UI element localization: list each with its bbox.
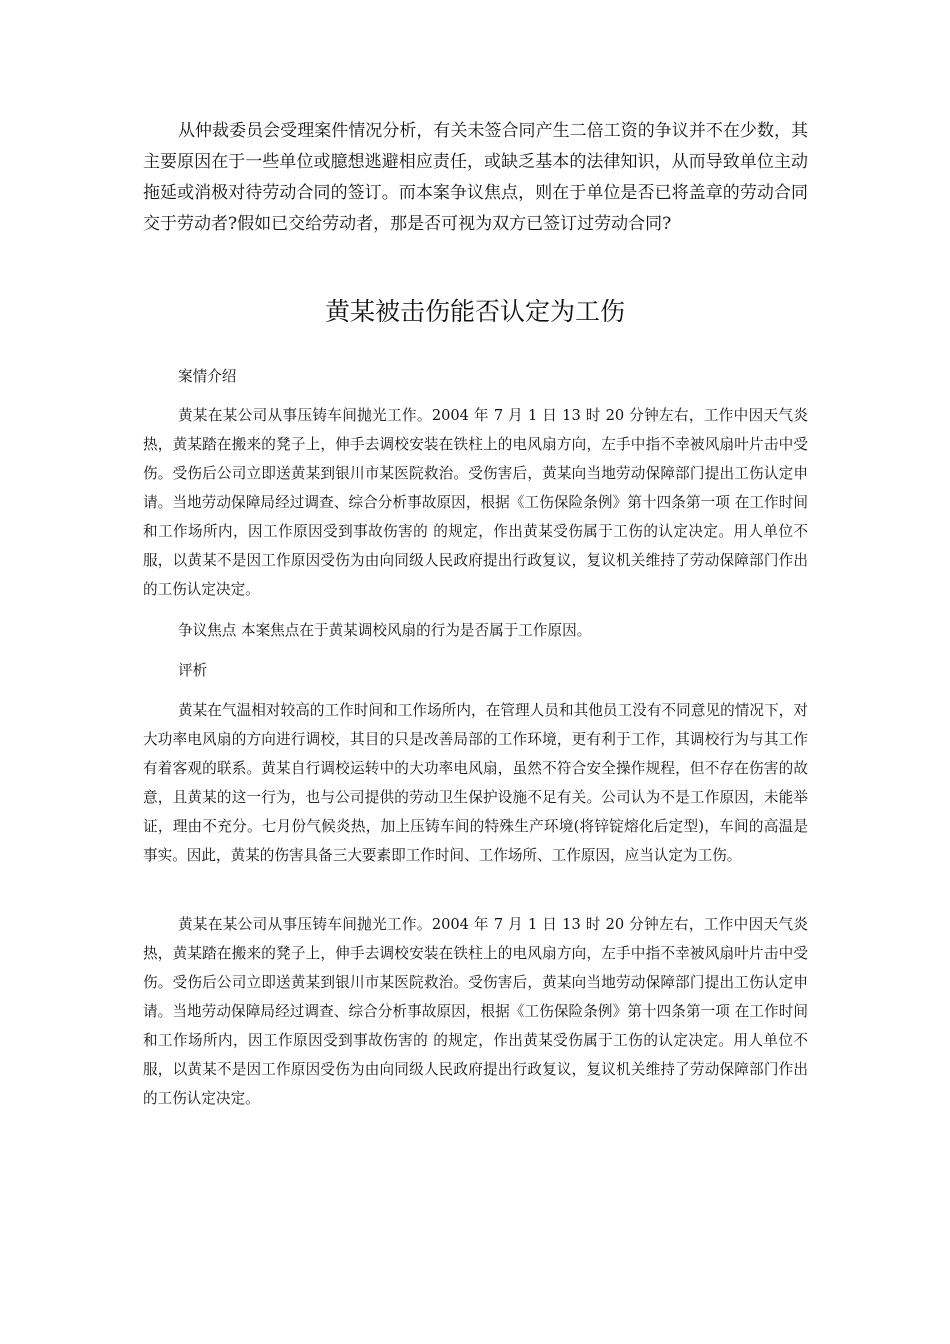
case-body-paragraph-1: 黄某在某公司从事压铸车间抛光工作。2004 年 7 月 1 日 13 时 20 分钟左右，工作中因天气炎热，黄某踏在搬来的凳子上，伸手去调校安装在铁柱上的电风扇方向，左手中指不幸被风扇叶片击中受伤。受伤后公司立即送黄某到银川市某医院救治。受伤害后，黄某向当地劳动保障部门提出工伤认定申请。当地劳动保障局经过调查、综合分析事故原因，根据《工伤保险条例》第十四条第一项 在工作时间和工作场所内，因工作原因受到事故伤害的 的规定，作出黄某受伤属于工伤的认定决定。用人单位不服，以黄某不是因工作原因受伤为由向同级人民政府提出行政复议，复议机关维持了劳动保障部门作出的工伤认定决定。 [143, 407, 808, 598]
case-body-paragraph-2: 黄某在某公司从事压铸车间抛光工作。2004 年 7 月 1 日 13 时 20 分钟左右，工作中因天气炎热，黄某踏在搬来的凳子上，伸手去调校安装在铁柱上的电风扇方向，左手中指不幸被风扇叶片击中受伤。受伤后公司立即送黄某到银川市某医院救治。受伤害后，黄某向当地劳动保障部门提出工伤认定申请。当地劳动保障局经过调查、综合分析事故原因，根据《工伤保险条例》第十四条第一项 在工作时间和工作场所内，因工作原因受到事故伤害的 的规定，作出黄某受伤属于工伤的认定决定。用人单位不服，以黄某不是因工作原因受伤为由向同级人民政府提出行政复议，复议机关维持了劳动保障部门作出的工伤认定决定。 [143, 916, 808, 1107]
analysis-paragraph: 黄某在气温相对较高的工作时间和工作场所内，在管理人员和其他员工没有不同意见的情况下，对大功率电风扇的方向进行调校，其目的只是改善局部的工作环境，更有利于工作，其调校行为与其工作有着客观的联系。黄某自行调校运转中的大功率电风扇，虽然不符合安全操作规程，但不存在伤害的故意，且黄某的这一行为，也与公司提供的劳动卫生保护设施不足有关。公司认为不是工作原因，未能举证，理由不充分。七月份气候炎热，加上压铸车间的特殊生产环境(将锌锭熔化后定型)，车间的高温是事实。因此，黄某的伤害具备三大要素即工作时间、工作场所、工作原因，应当认定为工伤。 [143, 702, 808, 864]
intro-paragraph: 从仲裁委员会受理案件情况分析，有关未签合同产生二倍工资的争议并不在少数，其主要原因在于一些单位或臆想逃避相应责任，或缺乏基本的法律知识，从而导致单位主动拖延或消极对待劳动合同的签订。而本案争议焦点，则在于单位是否已将盖章的劳动合同交于劳动者?假如已交给劳动者，那是否可视为双方已签订过劳动合同? [143, 121, 808, 234]
analysis-label: 评析 [178, 662, 208, 679]
dispute-focus-paragraph: 争议焦点 本案焦点在于黄某调校风扇的行为是否属于工作原因。 [178, 622, 592, 639]
case-intro-label: 案情介绍 [178, 368, 237, 385]
case-title: 黄某被击伤能否认定为工伤 [324, 297, 625, 326]
